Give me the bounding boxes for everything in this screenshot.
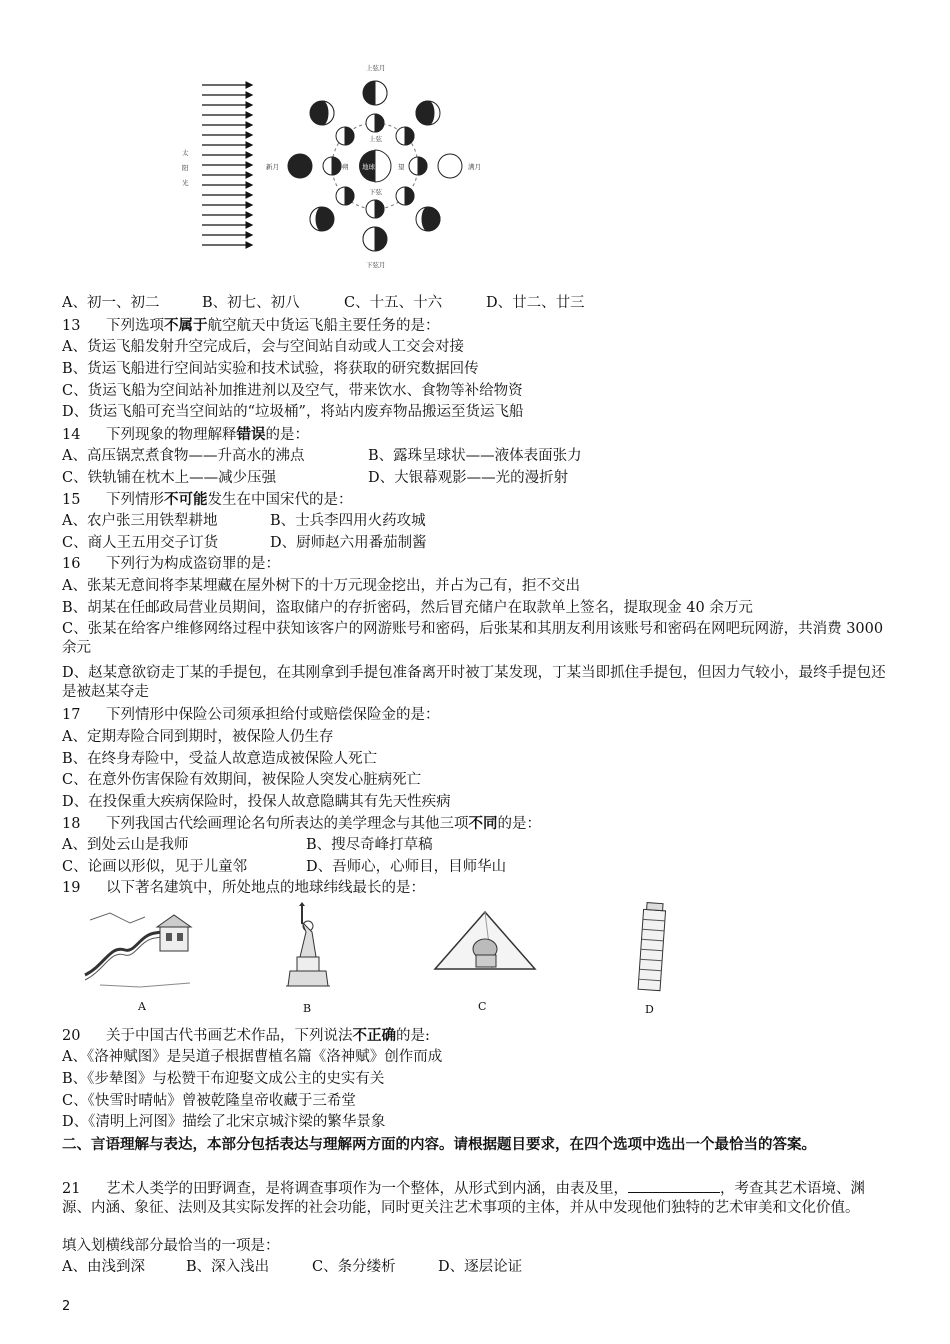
q13-option-d: D、货运飞船可充当空间站的“垃圾桶”，将站内废弃物品搬运至货运飞船 (62, 404, 524, 420)
q14-options-row2 (62, 469, 568, 488)
q12-option-c: C、十五、十六 (344, 295, 443, 311)
q16-option-d: D、赵某意欲窃走丁某的手提包，在其刚拿到手提包准备离开时被丁某发现，丁某当即抓住手提包，但因力气较小，最终手提包还是被赵某夺走 (62, 665, 886, 700)
q15-option-c: C、商人王五用交子订货 (62, 535, 219, 551)
left-label: 新月 (266, 163, 279, 171)
q12-option-b: B、初七、初八 (202, 295, 300, 311)
great-wall-image (80, 905, 210, 995)
q16-option-a: A、张某无意间将李某埋藏在屋外树下的十万元现金挖出，并占为己有，拒不交出 (62, 578, 580, 594)
q21-prompt: 填入划横线部分最恰当的一项是： (62, 1238, 280, 1254)
right-label: 满月 (468, 163, 481, 171)
q17-option-a: A、定期寿险合同到期时，被保险人仍生存 (62, 729, 334, 745)
q18-options-row1 (62, 836, 433, 855)
q20-option-d: D、《清明上河图》描绘了北宋京城汴梁的繁华景象 (62, 1114, 386, 1130)
q12-option-a: A、初一、初二 (62, 295, 160, 311)
q14-option-d: D、大银幕观影——光的漫折射 (368, 470, 569, 486)
q15-stem: 15 下列情形不可能发生在中国宋代的是： (62, 491, 353, 508)
q20-option-b: B、《步辇图》与松赞干布迎娶文成公主的史实有关 (62, 1071, 385, 1087)
q16-option-c: C、张某在给客户维修网络过程中获知该客户的网游账号和密码，后张某和其朋友利用该账号和密码在网吧玩网游，共消费 3000 余元 (62, 621, 884, 656)
q21-option-b: B、深入浅出 (186, 1259, 270, 1275)
q21-option-c: C、条分缕析 (312, 1259, 396, 1275)
q20-option-c: C、《快雪时晴帖》曾被乾隆皇帝收藏于三希堂 (62, 1093, 356, 1109)
q19-label-d: D (645, 1003, 654, 1016)
q13-stem: 13 下列选项不属于航空航天中货运飞船主要任务的是： (62, 317, 440, 334)
q18-option-d: D、吾师心，心师目，目师华山 (306, 859, 507, 875)
q18-option-a: A、到处云山是我师 (62, 837, 189, 853)
moon-phase-diagram (170, 55, 500, 275)
q20-stem: 20 关于中国古代书画艺术作品，下列说法不正确的是: (62, 1027, 430, 1044)
inner-top-label: 上弦 (369, 135, 382, 143)
leaning-tower-image (630, 900, 670, 995)
q12-options (62, 294, 585, 313)
q14-option-a: A、高压锅烹煮食物——升高水的沸点 (62, 448, 305, 464)
statue-of-liberty-image (282, 902, 332, 998)
q21-options (62, 1258, 522, 1277)
q15-option-b: B、士兵李四用火药攻城 (270, 513, 426, 529)
section-2-heading: 二、言语理解与表达，本部分包括表达与理解两方面的内容。请根据题目要求，在四个选项中选出一个最恰当的答案。 (62, 1136, 816, 1153)
top-label: 上弦月 (366, 64, 386, 72)
q15-options-row2 (62, 534, 427, 553)
q18-options-row2 (62, 858, 506, 877)
q12-option-d: D、廿二、廿三 (486, 295, 585, 311)
full-moon (438, 154, 462, 178)
q13-option-b: B、货运飞船进行空间站实验和技术试验，将获取的研究数据回传 (62, 361, 479, 377)
inner-bottom-label: 下弦 (369, 188, 382, 196)
first-quarter-moon (363, 81, 387, 105)
q21-option-a: A、由浅到深 (62, 1259, 145, 1275)
last-quarter-moon (363, 227, 387, 251)
svg-text:光: 光 (182, 179, 189, 187)
q21-blank (628, 1178, 720, 1193)
svg-text:阳: 阳 (182, 164, 189, 172)
pyramid-sphinx-image (430, 907, 540, 977)
q13-option-a: A、货运飞船发射升空完成后，会与空间站自动或人工交会对接 (62, 339, 464, 355)
earth-label: 地球 (362, 163, 375, 171)
q19-stem: 19 以下著名建筑中，所处地点的地球纬线最长的是： (62, 880, 425, 896)
q21-passage: 21 艺术人类学的田野调查，是将调查事项作为一个整体，从形式到内涵，由表及里， ，考查其艺术语境、渊源、内涵、象征、法则及其实际发挥的社会功能，同时更关注艺术事项的主体，并从中发现他们独特的艺术审美和文化价值。 (62, 1178, 888, 1218)
q17-option-c: C、在意外伤害保险有效期间，被保险人突发心脏病死亡 (62, 772, 422, 788)
q17-option-b: B、在终身寿险中，受益人故意造成被保险人死亡 (62, 751, 378, 767)
q18-stem: 18 下列我国古代绘画理论名句所表达的美学理念与其他三项不同的是： (62, 815, 541, 832)
sunlight-arrows (202, 85, 252, 245)
inner-left-label: 朔 (342, 163, 349, 171)
q14-option-c: C、铁轨铺在枕木上——减少压强 (62, 470, 277, 486)
q14-option-b: B、露珠呈球状——液体表面张力 (368, 448, 582, 464)
q15-option-a: A、农户张三用铁犁耕地 (62, 513, 218, 529)
q19-label-b: B (303, 1002, 312, 1015)
q20-option-a: A、《洛神赋图》是吴道子根据曹植名篇《洛神赋》创作而成 (62, 1049, 443, 1065)
q18-option-b: B、搜尽奇峰打草稿 (306, 837, 433, 853)
inner-right-label: 望 (398, 163, 405, 171)
q17-option-d: D、在投保重大疾病保险时，投保人故意隐瞒其有先天性疾病 (62, 794, 451, 810)
bottom-label: 下弦月 (366, 261, 386, 269)
q13-option-c: C、货运飞船为空间站补加推进剂以及空气，带来饮水、食物等补给物资 (62, 383, 523, 399)
q15-options-row1 (62, 512, 426, 531)
q21-option-d: D、逐层论证 (438, 1259, 523, 1275)
q16-stem: 16 下列行为构成盗窃罪的是： (62, 556, 280, 572)
q19-label-a: A (138, 1000, 146, 1013)
q19-label-c: C (478, 1000, 487, 1013)
q18-option-c: C、论画以形似，见于儿童邻 (62, 859, 248, 875)
q16-option-b: B、胡某在任邮政局营业员期间，盗取储户的存折密码，然后冒充储户在取款单上签名，提取现金 40 余万元 (62, 600, 753, 616)
q14-options-row1 (62, 447, 582, 466)
q17-stem: 17 下列情形中保险公司须承担给付或赔偿保险金的是： (62, 707, 440, 723)
page-number: 2 (62, 1299, 71, 1314)
sun-label: 太 (182, 149, 189, 157)
q15-option-d: D、厨师赵六用番茄制酱 (270, 535, 427, 551)
q14-stem: 14 下列现象的物理解释错误的是： (62, 426, 309, 443)
new-moon (288, 154, 312, 178)
